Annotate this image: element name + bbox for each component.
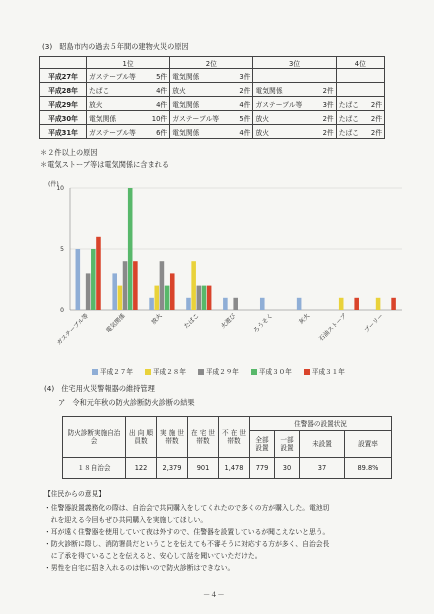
table-row (63, 458, 392, 479)
header-corner (40, 57, 87, 69)
cause: 電気関係 (172, 100, 200, 109)
count: 5件 (239, 114, 251, 123)
cause: たばこ (338, 100, 360, 109)
header-install-status: 住警器の設置状況 (250, 417, 392, 431)
row-year: 平成28年 (40, 83, 87, 97)
legend-item (198, 366, 239, 376)
bar (165, 286, 170, 310)
row-year: 平成27年 (40, 69, 87, 83)
count: 2件 (322, 114, 334, 123)
fire-causes-bar-chart (30, 176, 410, 376)
bar (76, 249, 81, 310)
table-row (40, 69, 385, 83)
cause: たばこ (89, 86, 110, 95)
opinion-line: ・住警器設置義務化の際は、自治会で共同購入をしてくれたので多くの方が購入した。電池切 (44, 504, 330, 512)
header-all: 全部 設置 (250, 431, 275, 458)
count: 2件 (239, 86, 251, 95)
cause: 電気関係 (89, 114, 117, 123)
count: 3件 (322, 100, 334, 109)
bar (191, 261, 196, 310)
header-home: 在 宅 世帯数 (188, 417, 219, 458)
bar (118, 286, 123, 310)
bar (339, 298, 344, 310)
x-tick-label: 放火 (150, 312, 164, 326)
cell-part: 30 (275, 458, 300, 479)
table-header-row (63, 417, 392, 431)
count: 4件 (239, 100, 251, 109)
count: 2件 (370, 128, 382, 137)
bar (186, 298, 191, 310)
opinions-title: 【住民からの意見】 (44, 490, 106, 498)
bar (123, 261, 128, 310)
opinion-line: ・防火診断に際し、消防署員だということを伝えても不審そうに対応する方が多く、自治会長 (44, 540, 330, 548)
opinion-line: に了承を得ていることを伝えると、安心して話を聞いていただけた。 (44, 552, 262, 560)
legend-label: 平成２７年 (100, 368, 133, 376)
header-rank2: 2位 (170, 57, 253, 69)
header-absent: 不 在 世帯数 (219, 417, 250, 458)
note-threshold: ＊２件以上の原因 (40, 148, 98, 157)
x-tick-label: 石油ストーブ (317, 312, 349, 343)
cell-home: 901 (188, 458, 219, 479)
count: 2件 (322, 128, 334, 137)
header-rate: 設置率 (344, 431, 391, 458)
legend-label: 平成２９年 (205, 368, 239, 376)
bar (207, 286, 212, 310)
legend-swatch (304, 369, 310, 375)
fire-diagnosis-table (62, 416, 392, 479)
count: 2件 (370, 100, 382, 109)
table-row (40, 125, 385, 139)
header-association: 防火診断実施自治会 (63, 417, 126, 458)
x-tick-label: 火遊び (219, 312, 238, 331)
cause: ガステーブル等 (89, 72, 136, 81)
cause: ガステーブル等 (89, 128, 136, 137)
count: 10件 (151, 114, 168, 123)
cause: 電気関係 (172, 72, 200, 81)
section4-subheading: ア 令和元年秋の防火診断防火診断の結果 (58, 398, 195, 407)
x-tick-label: ろうそく (252, 312, 275, 335)
table-row (40, 97, 385, 111)
section4-heading: (4) 住宅用火災警報器の維持管理 (44, 384, 155, 393)
row-year: 平成31年 (40, 125, 87, 139)
x-tick-label: たばこ (182, 312, 201, 331)
bar (354, 298, 359, 310)
y-tick-label: 0 (60, 307, 64, 314)
bar (133, 261, 138, 310)
bar (86, 273, 91, 310)
bar (91, 249, 96, 310)
y-tick-label: 10 (56, 185, 64, 192)
legend-swatch (251, 369, 257, 375)
bar (160, 261, 165, 310)
cause: ガステーブル等 (172, 114, 220, 123)
bar (202, 286, 207, 310)
count: 2件 (370, 114, 382, 123)
cause: 放火 (255, 114, 270, 123)
bar (260, 298, 265, 310)
note-electric: ＊電気ストーブ等は電気関係に含まれる (40, 160, 170, 169)
x-tick-label: ガステーブル等 (55, 312, 90, 347)
count: 2件 (322, 86, 334, 95)
count: 5件 (156, 72, 168, 81)
bar (376, 298, 381, 310)
cell-association: １８自治会 (63, 458, 126, 479)
cell-absent: 1,478 (219, 458, 250, 479)
legend-item (251, 366, 292, 376)
section3-heading: (3) 昭島市内の過去５年間の建物火災の原因 (42, 42, 189, 51)
table-row (40, 111, 385, 125)
header-none: 未設置 (300, 431, 345, 458)
cause: ガステーブル等 (255, 100, 303, 109)
legend-swatch (145, 369, 151, 375)
legend-item (92, 366, 133, 376)
cell-all: 779 (250, 458, 275, 479)
row-year: 平成30年 (40, 111, 87, 125)
y-tick-label: 5 (60, 246, 64, 253)
fire-causes-table (39, 56, 385, 139)
header-rank4: 4位 (336, 57, 384, 69)
count: 4件 (156, 100, 168, 109)
count: 4件 (156, 86, 168, 95)
bar (149, 298, 154, 310)
legend-label: 平成２８年 (152, 368, 186, 376)
cause: 電気関係 (255, 86, 283, 95)
legend-item (145, 366, 186, 376)
count: 4件 (239, 128, 251, 137)
legend-swatch (92, 369, 98, 375)
bar (297, 298, 302, 310)
x-tick-label: 電気関係 (104, 312, 127, 335)
legend-swatch (198, 369, 204, 375)
bar (128, 188, 133, 310)
header-implement: 実 施 世帯数 (157, 417, 188, 458)
bar (391, 298, 396, 310)
count: 3件 (239, 72, 251, 81)
table-row (40, 83, 385, 97)
cause: 放火 (172, 86, 186, 95)
cell-rate: 89.8% (344, 458, 391, 479)
chart-legend (92, 366, 345, 376)
header-attend: 出 向 順員数 (126, 417, 157, 458)
bar (170, 273, 175, 310)
x-tick-label: プーリー (363, 312, 385, 335)
header-rank3: 3位 (253, 57, 336, 69)
cell-attend: 122 (126, 458, 157, 479)
bar (112, 273, 117, 310)
cause: たばこ (338, 114, 360, 123)
opinion-line: れを迎える今回もぜひ共同購入を実施してほしい。 (44, 516, 208, 524)
count: 6件 (156, 128, 168, 137)
header-rank1: 1位 (87, 57, 170, 69)
row-year: 平成29年 (40, 97, 87, 111)
legend-label: 平成３０年 (258, 368, 292, 376)
bar (197, 286, 202, 310)
bar (154, 286, 159, 310)
header-part: 一部 設置 (275, 431, 300, 458)
bar (96, 237, 101, 310)
cause: 放火 (255, 128, 270, 137)
cause: 電気関係 (172, 128, 200, 137)
cell-implement: 2,379 (157, 458, 188, 479)
x-tick-label: 灰火 (297, 312, 312, 326)
y-axis-label: (件) (48, 181, 59, 188)
table-header-row (40, 57, 385, 69)
page-number: －４－ (203, 590, 225, 599)
cause: 放火 (89, 100, 103, 109)
cell-none: 37 (300, 458, 345, 479)
bar (223, 298, 228, 310)
bar (233, 298, 238, 310)
legend-label: 平成３１年 (311, 368, 345, 376)
opinion-line: ・男性を自宅に招き入れるのは怖いので防火診断はできない。 (44, 564, 235, 572)
cause: たばこ (338, 128, 360, 137)
opinion-line: ・耳が遠く住警器を使用していて夜は外すので、住警器を設置しているが聞こえないと思う。 (44, 528, 330, 536)
legend-item (304, 366, 345, 376)
